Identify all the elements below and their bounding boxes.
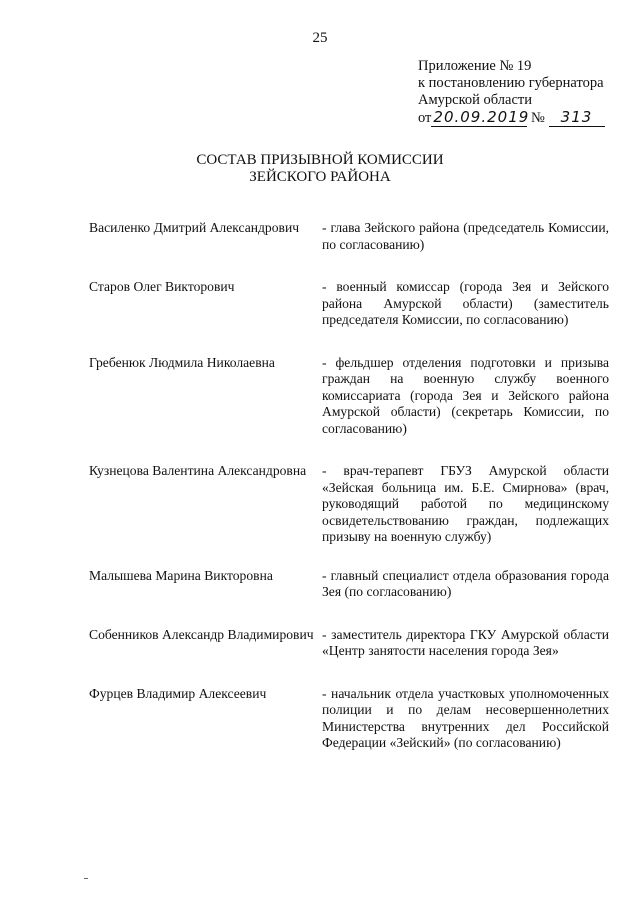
- member-row: [89, 686, 609, 752]
- member-role: - заместитель директора ГКУ Амурской области «Центр занятости населения города Зея»: [322, 626, 609, 658]
- member-name: Василенко Дмитрий Александрович: [89, 220, 300, 235]
- member-name: Малышева Марина Викторовна: [89, 567, 273, 583]
- scan-artifact: [84, 878, 88, 879]
- page-number: 25: [312, 30, 328, 46]
- member-row: [89, 627, 609, 660]
- handwritten-date: 20.09.2019: [433, 108, 530, 126]
- number-sign: №: [531, 110, 545, 126]
- appendix-block: [418, 58, 605, 127]
- date-prefix: от: [418, 110, 432, 126]
- member-name: Старов Олег Викторович: [89, 279, 235, 294]
- commission-member-list: [89, 220, 609, 752]
- member-name: Собенников Александр Владимирович: [89, 626, 314, 642]
- handwritten-number: 313: [549, 109, 605, 127]
- appendix-title: Приложение № 19: [418, 58, 532, 74]
- member-name: Фурцев Владимир Алексеевич: [89, 685, 267, 701]
- member-role: - главный специалист отдела образования города Зея (по согласованию): [322, 567, 609, 599]
- member-row: [89, 220, 609, 253]
- member-role: - фельдшер отделения подготовки и призыва граждан на военную службу военного комиссариата (города Зея и Зейского района Амурской области) (секретарь Комиссии, по согласованию): [322, 354, 609, 436]
- member-role: - начальник отдела участковых уполномоченных полиции и по делам несовершеннолетних Министерства внутренних дел Российской Федерации «Зейский» (по согласованию): [322, 685, 609, 750]
- document-title: [0, 152, 640, 186]
- member-role: - врач-терапевт ГБУЗ Амурской области «Зейская больница им. Б.Е. Смирнова» (врач, руководящий работой по медицинскому освидетельствованию граждан, подлежащих призыву на военную службу): [322, 463, 609, 544]
- appendix-reference: к постановлению губернатора: [418, 75, 604, 91]
- member-row: [89, 568, 609, 601]
- title-line-2: ЗЕЙСКОГО РАЙОНА: [249, 169, 391, 185]
- member-row: [89, 463, 609, 546]
- title-line-1: СОСТАВ ПРИЗЫВНОЙ КОМИССИИ: [196, 152, 444, 168]
- member-name: Гребенюк Людмила Николаевна: [89, 354, 275, 370]
- member-row: [89, 279, 609, 329]
- appendix-date-line: [418, 109, 605, 127]
- member-role: - военный комиссар (города Зея и Зейского района Амурской области) (заместитель председателя Комиссии, по согласованию): [322, 279, 609, 327]
- member-name: Кузнецова Валентина Александровна: [89, 463, 307, 478]
- member-row: [89, 355, 609, 438]
- appendix-region: Амурской области: [418, 92, 532, 108]
- member-role: - глава Зейского района (председатель Комиссии, по согласованию): [322, 220, 609, 252]
